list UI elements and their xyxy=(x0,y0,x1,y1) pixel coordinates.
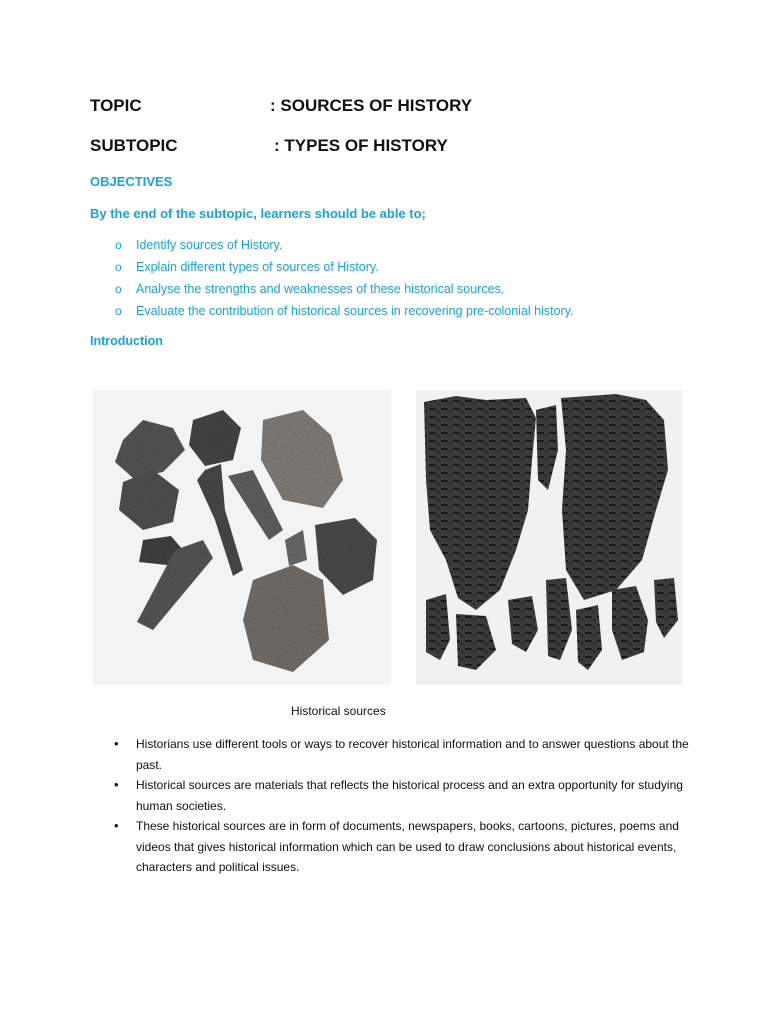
list-item xyxy=(90,775,690,816)
bullet-list xyxy=(90,734,690,878)
bullet-text: These historical sources are in form of documents, newspapers, books, cartoons, pictures, poems and videos that gives historical information which can be used to draw conclusions about historical events, characters and political issues. xyxy=(136,819,679,874)
objective-item xyxy=(90,236,574,258)
subtopic-heading xyxy=(90,136,448,156)
objectives-list xyxy=(90,236,574,324)
list-item xyxy=(90,734,690,775)
bullet-marker: • xyxy=(114,736,119,751)
list-marker: o xyxy=(115,282,122,296)
objective-item xyxy=(90,280,574,302)
bullet-marker: • xyxy=(114,777,119,792)
objective-text: Explain different types of sources of History. xyxy=(136,260,379,274)
topic-heading xyxy=(90,96,473,116)
figure-caption: Historical sources xyxy=(291,704,386,718)
bullet-marker: • xyxy=(114,818,119,833)
objective-text: Evaluate the contribution of historical sources in recovering pre-colonial history. xyxy=(136,304,574,318)
objectives-intro: By the end of the subtopic, learners should be able to; xyxy=(90,206,426,221)
topic-value: : SOURCES OF HISTORY xyxy=(270,96,473,115)
list-item xyxy=(90,816,690,878)
introduction-heading: Introduction xyxy=(90,334,163,348)
bullet-text: Historians use different tools or ways to recover historical information and to answer questions about the past. xyxy=(136,737,689,772)
bullet-text: Historical sources are materials that reflects the historical process and an extra opportunity for studying human societies. xyxy=(136,778,683,813)
ancient-scroll-fragments-photo xyxy=(416,390,682,685)
subtopic-value: : TYPES OF HISTORY xyxy=(274,136,448,155)
objective-text: Analyse the strengths and weaknesses of these historical sources. xyxy=(136,282,505,296)
list-marker: o xyxy=(115,304,122,318)
objective-item xyxy=(90,302,574,324)
objectives-heading: OBJECTIVES xyxy=(90,174,173,189)
objective-text: Identify sources of History. xyxy=(136,238,283,252)
list-marker: o xyxy=(115,238,122,252)
list-marker: o xyxy=(115,260,122,274)
topic-label: TOPIC xyxy=(90,96,142,115)
metal-artifacts-photo xyxy=(93,390,391,685)
objective-item xyxy=(90,258,574,280)
subtopic-label: SUBTOPIC xyxy=(90,136,178,155)
